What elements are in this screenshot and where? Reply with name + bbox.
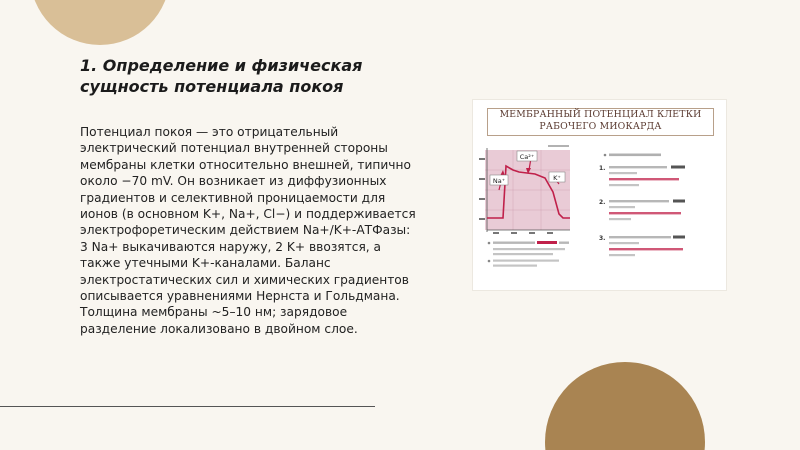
item-number-2: 2. <box>599 199 606 206</box>
plot-caption-lines <box>488 241 569 267</box>
right-column-item-1 <box>599 165 685 186</box>
ca-label: Ca²⁺ <box>519 153 535 161</box>
right-column-item-2 <box>599 199 685 220</box>
item-number-1: 1. <box>599 165 606 172</box>
figure-title-line-2: РАБОЧЕГО МИОКАРДА <box>539 121 662 132</box>
action-potential-diagram <box>473 100 726 290</box>
k-label: K⁺ <box>553 174 561 182</box>
right-column-header <box>604 154 661 157</box>
decorative-circle-bottom <box>545 362 705 450</box>
divider-line <box>0 406 375 407</box>
membrane-potential-figure <box>473 100 726 290</box>
y-axis-ticks <box>479 158 485 220</box>
figure-title-line-1: МЕМБРАННЫЙ ПОТЕНЦИАЛ КЛЕТКИ <box>499 109 702 120</box>
right-column-item-3 <box>599 235 685 256</box>
x-axis-ticks <box>493 232 553 234</box>
item-number-3: 3. <box>599 235 606 242</box>
na-label: Na⁺ <box>492 177 506 185</box>
slide-body-text: Потенциал покоя — это отрицательный электрический потенциал внутренней стороны мембраны клетки относительно внешней, типично около −70 mV. Он возникает из диффузионных градиентов и селективной проницаемости для ионов (в основном K+, Na+, Cl−) и поддерживается электрофоретическим действием Na+/K+-АТФазы: 3 Na+ выкачиваются наружу, 2 K+ ввозятся, а также утечными K+-каналами. Баланс электростатических сил и химических градиентов описывается уравнениями Нернста и Гольдмана. Толщина мембраны ~5–10 нм; зарядовое разделение локализовано в двойном слое. <box>80 125 416 336</box>
slide-title: 1. Определение и физическая сущность потенциала покоя <box>80 56 363 96</box>
decorative-circle-top <box>30 0 170 45</box>
